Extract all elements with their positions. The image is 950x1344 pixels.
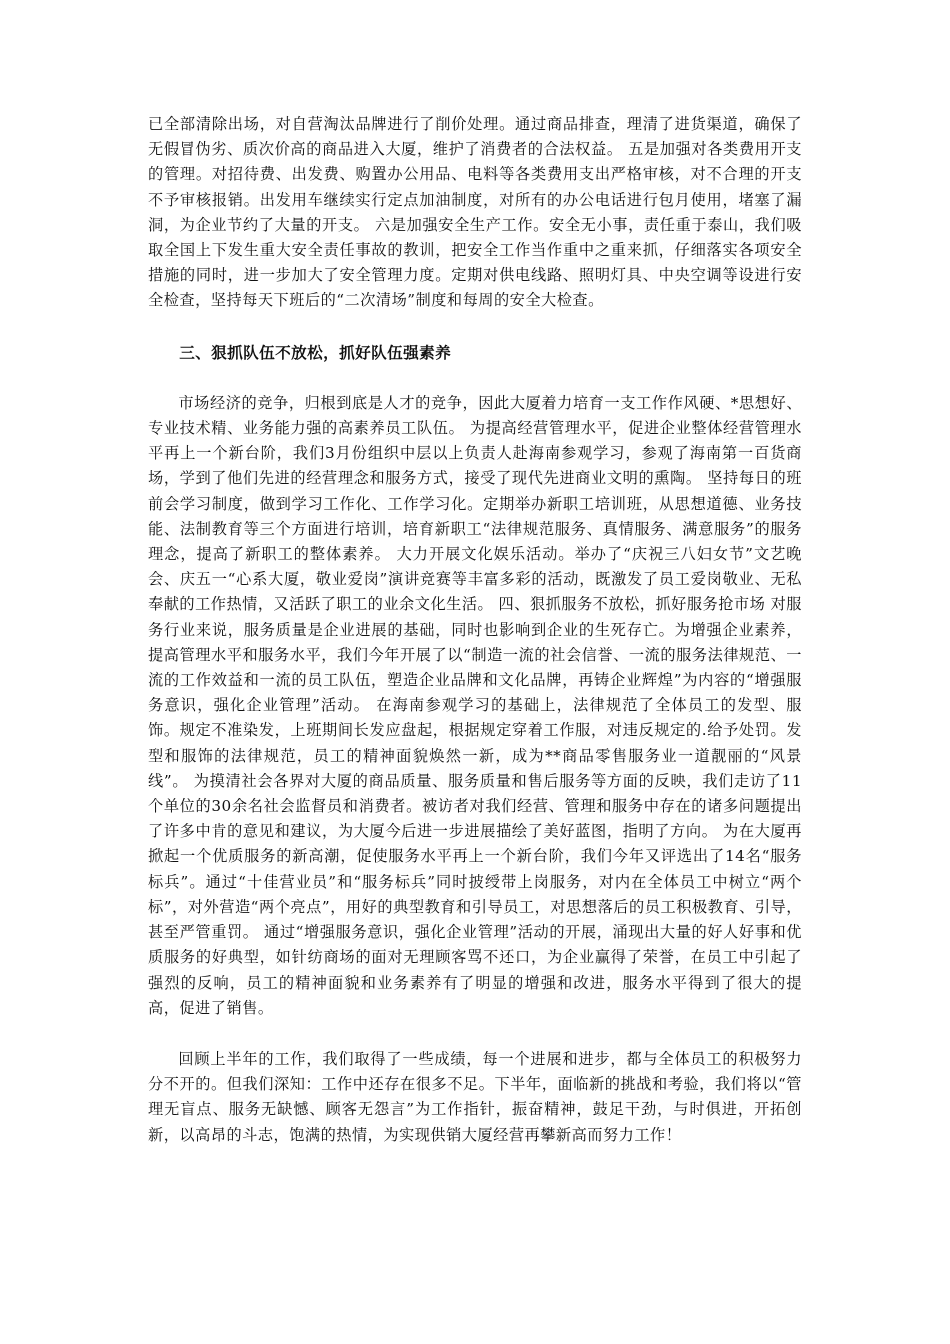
paragraph-cost-and-safety: 已全部清除出场，对自营淘汰品牌进行了削价处理。通过商品排查，理清了进货渠道，确保了无假冒伪劣、质次价高的商品进入大厦，维护了消费者的合法权益。 五是加强对各类费用开支的管理。对招待费、出发费、购置办公用品、电料等各类费用支出严格审核，对不合理的开支不予审核报销。出发用车继续实行定点加油制度，对所有的办公电话进行包月使用，堵塞了漏洞，为企业节约了大量的开支。 六是加强安全生产工作。安全无小事，责任重于泰山，我们吸取全国上下发生重大安全责任事故的教训，把安全工作当作重中之重来抓，仔细落实各项安全措施的同时，进一步加大了安全管理力度。定期对供电线路、照明灯具、中央空调等设进行安全检查，坚持每天下班后的“二次清场”制度和每周的安全大检查。 bbox=[148, 115, 802, 310]
document-page bbox=[148, 112, 802, 1148]
paragraph-team-and-service: 市场经济的竞争，归根到底是人才的竞争，因此大厦着力培育一支工作作风硬、*思想好、专业技术精、业务能力强的高素养员工队伍。 为提高经营管理水平，促进企业整体经营管理水平再上一个新台阶，我们3月份组织中层以上负责人赴海南参观学习，参观了海南第一百货商场，学到了他们先进的经营理念和服务方式，接受了现代先进商业文明的熏陶。 坚持每日的班前会学习制度，做到学习工作化、工作学习化。定期举办新职工培训班，从思想道德、业务技能、法制教育等三个方面进行培训，培育新职工“法律规范服务、真情服务、满意服务”的服务理念，提高了新职工的整体素养。 大力开展文化娱乐活动。举办了“庆祝三八妇女节”文艺晚会、庆五一“心系大厦，敬业爱岗”演讲竞赛等丰富多彩的活动，既激发了员工爱岗敬业、无私奉献的工作热情，又活跃了职工的业余文化生活。 四、狠抓服务不放松，抓好服务抢市场 对服务行业来说，服务质量是企业进展的基础，同时也影响到企业的生死存亡。为增强企业素养，提高管理水平和服务水平，我们今年开展了以“制造一流的社会信誉、一流的服务法律规范、一流的工作效益和一流的员工队伍，塑造企业品牌和文化品牌，再铸企业辉煌”为内容的“增强服务意识，强化企业管理”活动。 在海南参观学习的基础上，法律规范了全体员工的发型、服饰。规定不准染发，上班期间长发应盘起，根据规定穿着工作服，对违反规定的.给予处罚。发型和服饰的法律规范，员工的精神面貌焕然一新，成为**商品零售服务业一道靓丽的“风景线”。 为摸清社会各界对大厦的商品质量、服务质量和售后服务等方面的反映，我们走访了11个单位的30余名社会监督员和消费者。被访者对我们经营、管理和服务中存在的诸多问题提出了许多中肯的意见和建议，为大厦今后进一步进展描绘了美好蓝图，指明了方向。 为在大厦再掀起一个优质服务的新高潮，促使服务水平再上一个新台阶，我们今年又评选出了14名“服务标兵”。通过“十佳营业员”和“服务标兵”同时披绶带上岗服务，对内在全体员工中树立“两个标”，对外营造“两个亮点”，用好的典型教育和引导员工，对思想落后的员工积极教育、引导，甚至严管重罚。 通过“增强服务意识，强化企业管理”活动的开展，涌现出大量的好人好事和优质服务的好典型，如针纺商场的面对无理顾客骂不还口，为企业赢得了荣誉，在员工中引起了强烈的反响，员工的精神面貌和业务素养有了明显的增强和改进，服务水平得到了很大的提高，促进了销售。 bbox=[148, 393, 802, 1017]
section-heading-team: 三、狠抓队伍不放松，抓好队伍强素养 bbox=[179, 342, 452, 362]
paragraph-summary: 回顾上半年的工作，我们取得了一些成绩，每一个进展和进步，都与全体员工的积极努力分不开的。但我们深知：工作中还存在很多不足。下半年，面临新的挑战和考验，我们将以“管理无盲点、服务无缺憾、顾客无怨言”为工作指针，振奋精神，鼓足干劲，与时俱进，开拓创新，以高昂的斗志，饱满的热情，为实现供销大厦经营再攀新高而努力工作！ bbox=[148, 1049, 802, 1144]
